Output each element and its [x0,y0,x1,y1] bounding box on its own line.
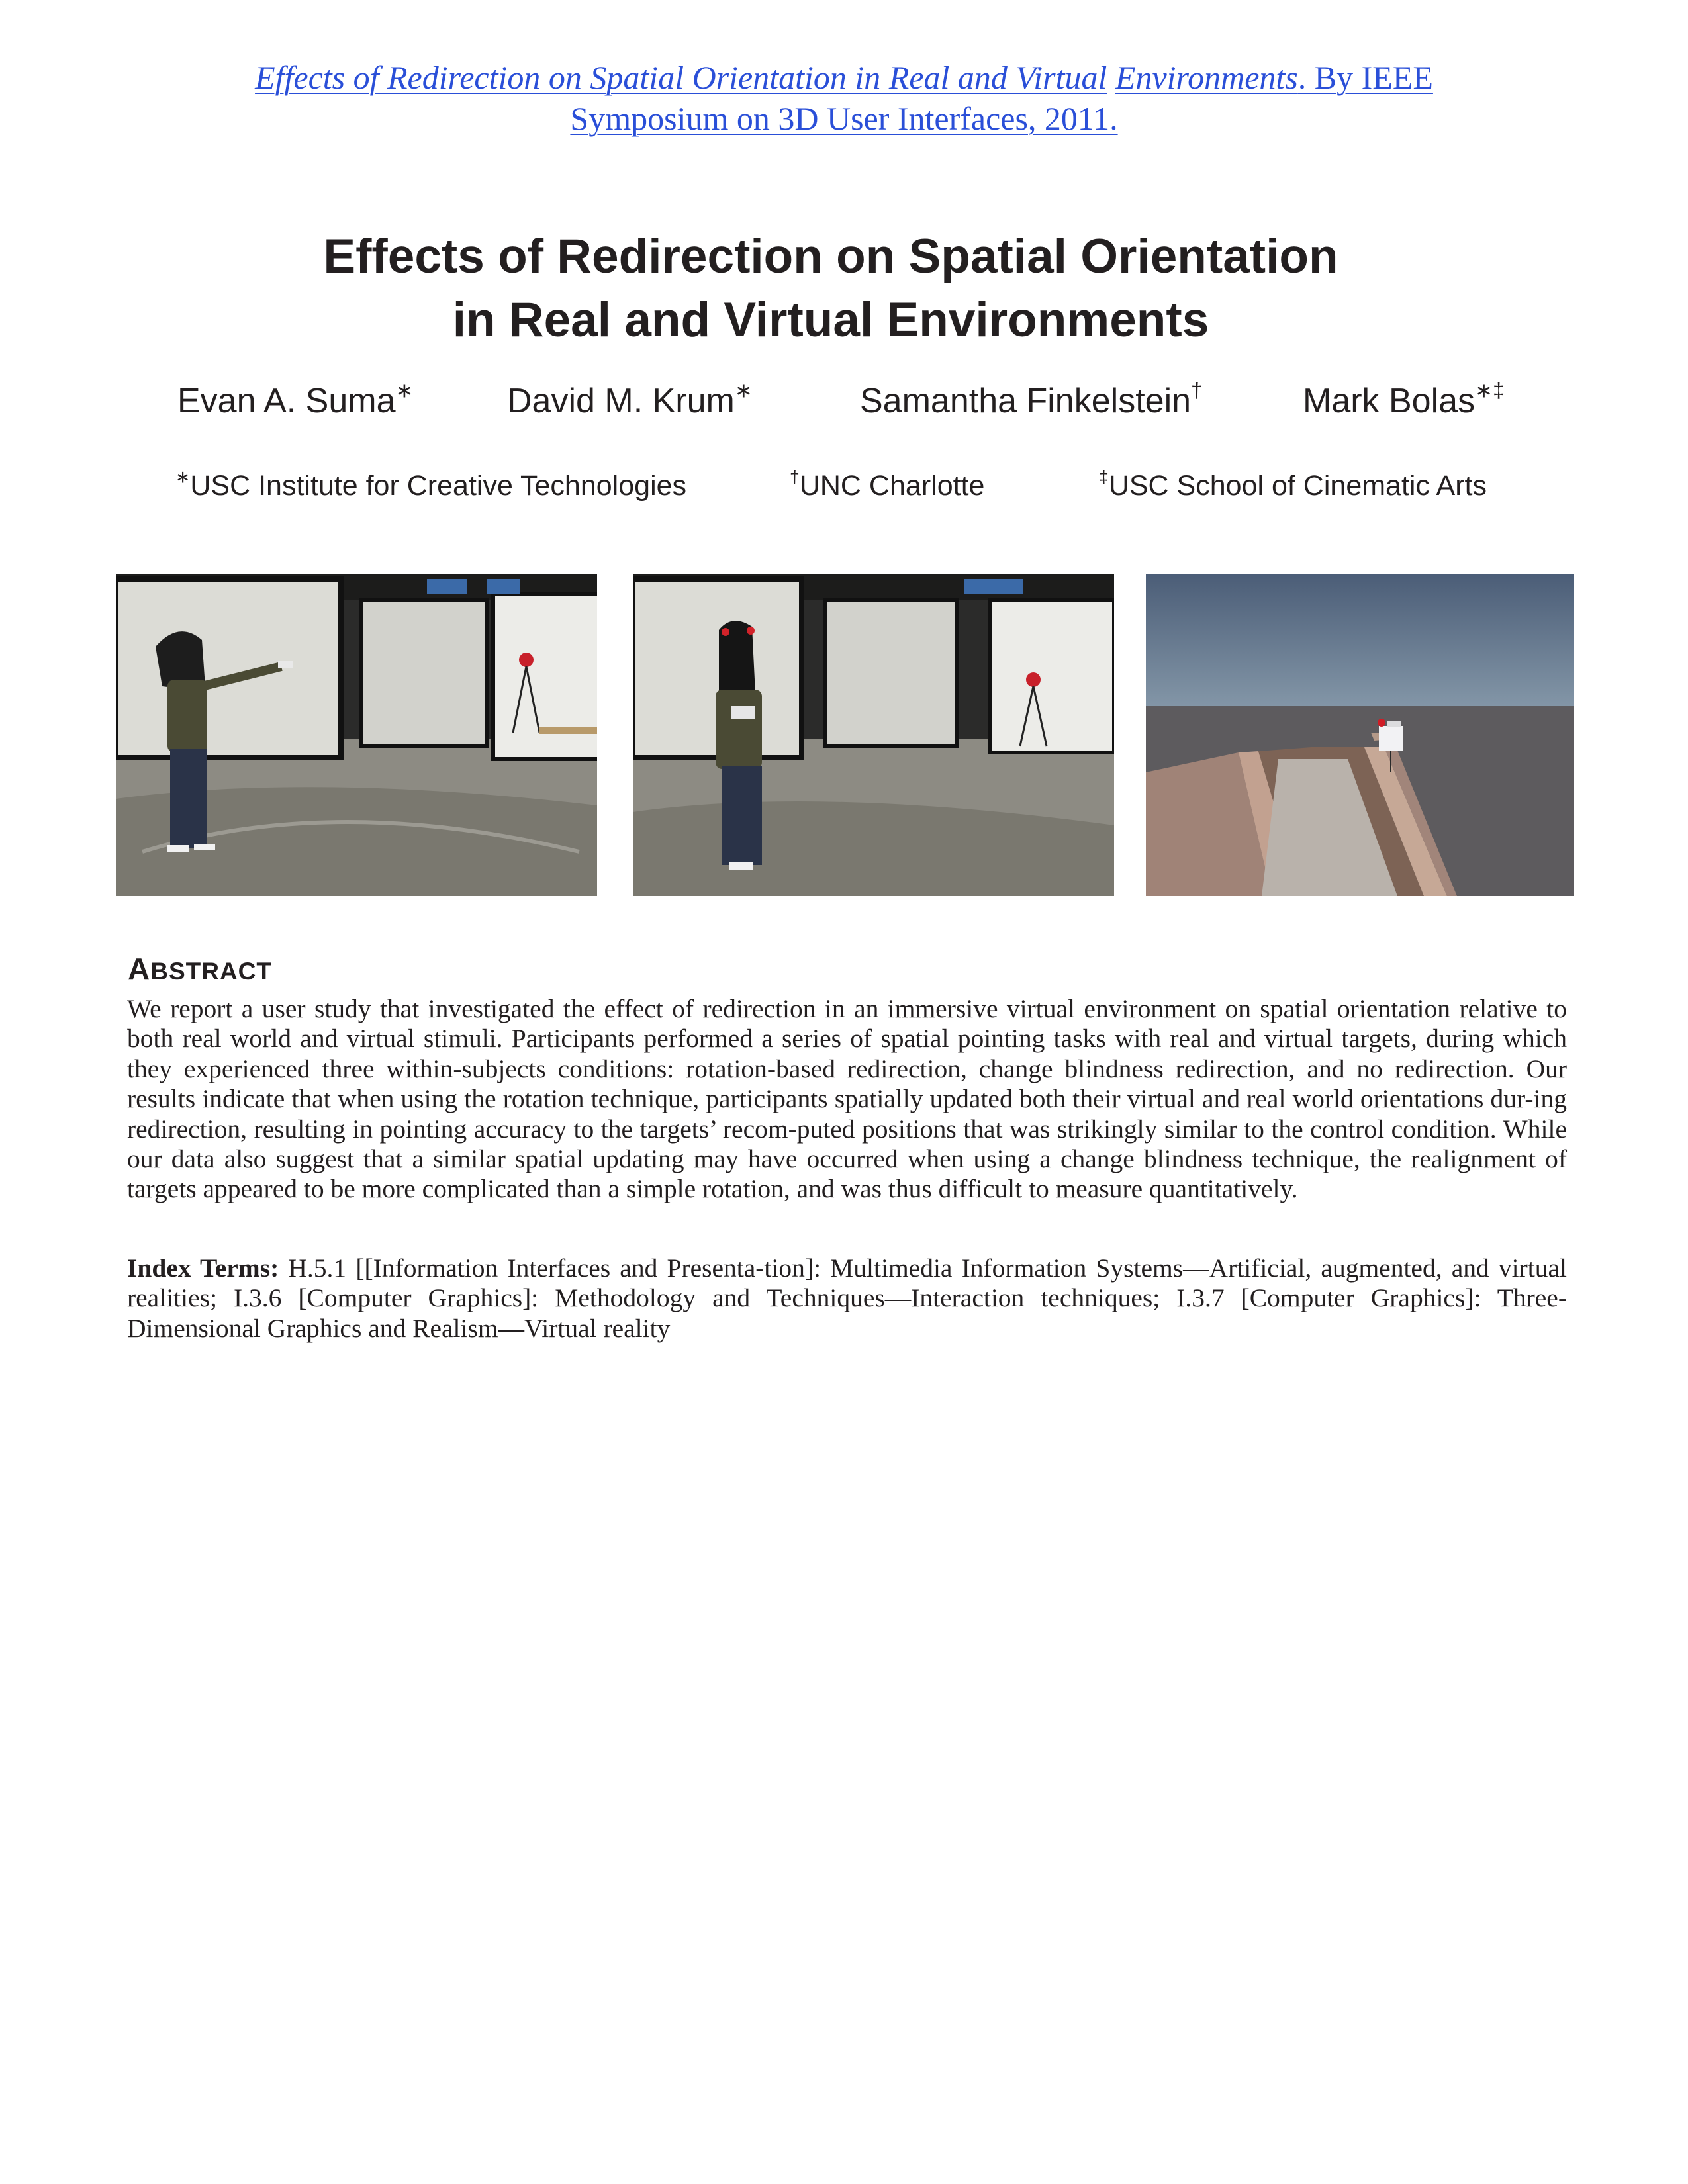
affiliation-list [0,467,1688,510]
author-2: David M. Krum∗ [507,378,753,420]
abstract-heading: ABSTRACT [128,952,272,986]
index-terms [127,1253,1567,1343]
render-virtual-maze-icon [1146,574,1574,896]
photo-real-lab-pointing-icon [116,574,597,896]
citation-link[interactable]: Effects of Redirection on Spatial Orientation in Real and Virtual [255,59,1107,96]
author-1: Evan A. Suma∗ [177,378,414,420]
citation-venue-link[interactable]: Symposium on 3D User Interfaces, 2011. [570,100,1118,137]
affiliation-2: †UNC Charlotte [790,467,985,502]
figure-photo-real-pointing [116,574,597,896]
author-3: Samantha Finkelstein† [860,378,1203,420]
affiliation-3: ‡USC School of Cinematic Arts [1099,467,1487,502]
figure-render-virtual [1146,574,1574,896]
paper-title-line-1: Effects of Redirection on Spatial Orientation [323,230,1338,283]
index-terms-label: Index Terms: [127,1253,279,1283]
author-4: Mark Bolas∗‡ [1303,378,1505,420]
paper-title-line-2: in Real and Virtual Environments [452,293,1209,347]
figure-photo-real-hmd [633,574,1114,896]
citation-header [0,57,1688,139]
paper-title [0,225,1662,352]
index-terms-text: H.5.1 [[Information Interfaces and Presenta-tion]: Multimedia Information Systems—Artificial, augmented, and virtual realities; I.3.6 [Computer Graphics]: Methodology and Techniques—Interaction techniques; I.3.7 [Computer Graphics]: Three-Dimensional Graphics and Realism—Virtual reality [127,1253,1568,1343]
citation-link-environments[interactable]: Environments [1115,59,1298,96]
citation-link-tail[interactable]: . By IEEE [1297,59,1433,96]
author-list [0,378,1688,428]
citation-line-2 [0,98,1688,139]
abstract-body: We report a user study that investigated the effect of redirection in an immersive virtual environment on spatial orientation relative to both real world and virtual stimuli. Participants performed a series of spatial pointing tasks with real and virtual targets, during which they experienced three within-subjects conditions: rotation-based redirection, change blindness redirection, and no redirection. Our results indicate that when using the rotation technique, participants spatially updated both their virtual and real world orientations dur-ing redirection, resulting in pointing accuracy to the targets’ recom-puted positions that was strikingly similar to the control condition. While our data also suggest that a similar spatial updating may have occurred when using a change blindness technique, the realignment of targets appeared to be more complicated than a simple rotation, and was thus difficult to measure quantitatively. [127,994,1567,1204]
photo-real-lab-hmd-icon [633,574,1114,896]
affiliation-1: ∗USC Institute for Creative Technologies [175,467,687,502]
citation-line-1 [0,57,1688,98]
